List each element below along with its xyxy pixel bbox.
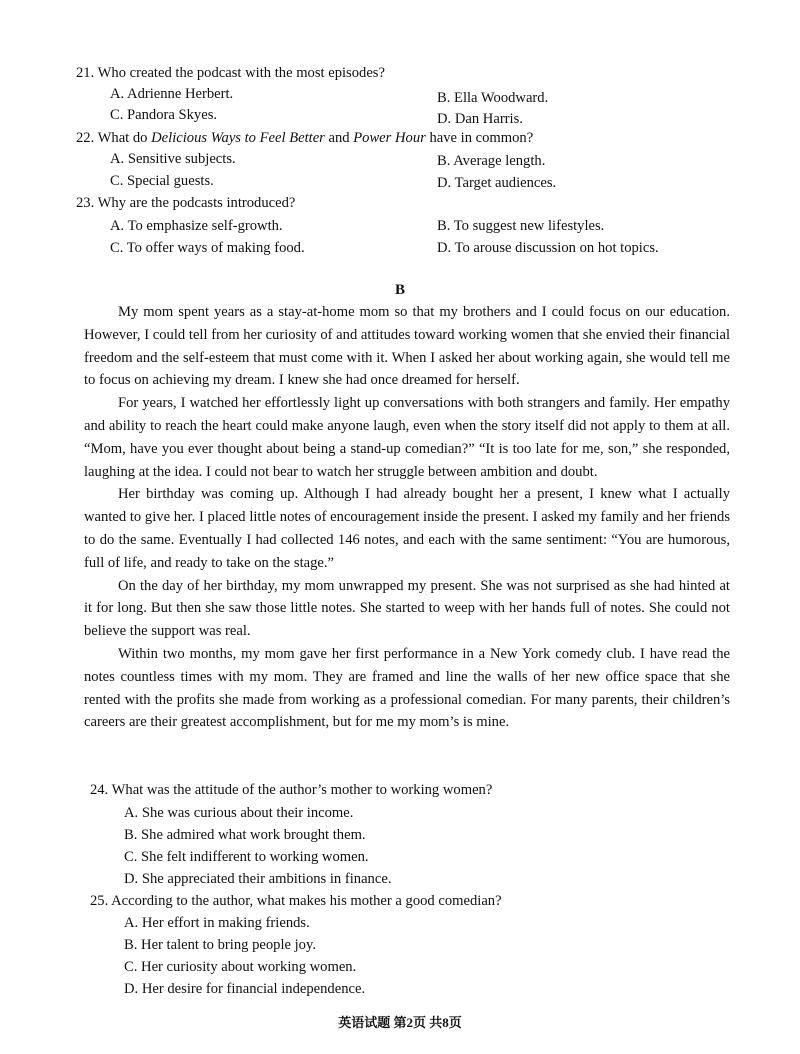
question-22-option-c: C. Special guests. — [110, 173, 214, 189]
question-24-option-a: A. She was curious about their income. — [124, 805, 354, 821]
question-24-option-b: B. She admired what work brought them. — [124, 827, 366, 843]
question-24-option-c: C. She felt indifferent to working women. — [124, 849, 369, 865]
question-23-stem: 23. Why are the podcasts introduced? — [76, 195, 296, 211]
question-21-option-b: B. Ella Woodward. — [437, 90, 549, 106]
question-25-stem: 25. According to the author, what makes his mother a good comedian? — [90, 893, 502, 909]
question-22-stem-mid: and — [324, 130, 354, 146]
passage-paragraph: On the day of her birthday, my mom unwrapped my present. She was not surprised as she had hinted at it for long. But then she saw those little notes. She started to weep with her hands full of notes. She could not believe the support was real. — [84, 577, 730, 640]
passage-b-heading: B — [394, 282, 405, 298]
question-21-stem: 21. Who created the podcast with the most episodes? — [76, 65, 385, 81]
question-21-option-c: C. Pandora Skyes. — [110, 107, 218, 123]
question-22-stem-prefix: 22. What do — [76, 130, 152, 146]
question-24-option-d: D. She appreciated their ambitions in finance. — [124, 871, 392, 887]
passage-paragraph: My mom spent years as a stay-at-home mom so that my brothers and I could focus on our education. However, I could tell from her curiosity of and attitudes toward working women that she envied their financial freedom and the self-esteem that must come with it. When I asked her about working again, she would tell me to focus on achieving my dream. I knew she had once dreamed for herself. — [84, 304, 730, 389]
passage-b-body — [84, 301, 730, 734]
question-23-option-a: A. To emphasize self-growth. — [110, 218, 283, 234]
passage-paragraph: Within two months, my mom gave her first performance in a New York comedy club. I have read the notes countless times with my mom. They are framed and line the walls of her new office space that she rented with the profits she made from working as a professional comedian. For many parents, their children’s careers are their greatest accomplishment, but for me my mom’s is mine. — [84, 645, 730, 731]
page-footer: 英语试题 第2页 共8页 — [338, 1015, 462, 1030]
question-23-option-b: B. To suggest new lifestyles. — [437, 218, 605, 234]
question-23-option-d: D. To arouse discussion on hot topics. — [437, 240, 659, 256]
passage-paragraph: For years, I watched her effortlessly light up conversations with both strangers and family. Her empathy and ability to reach the heart could make anyone laugh, even when the story itself did not apply to them at all. “Mom, have you ever thought about being a stand-up comedian?” “It is too late for me, son,” she responded, laughing at the idea. I could not bear to watch her struggle between ambition and doubt. — [84, 395, 730, 480]
question-25-option-a: A. Her effort in making friends. — [124, 915, 310, 931]
question-22-option-d: D. Target audiences. — [437, 175, 557, 191]
question-22-stem-suffix: have in common? — [425, 130, 534, 146]
question-25-option-b: B. Her talent to bring people joy. — [124, 937, 316, 953]
question-23-option-c: C. To offer ways of making food. — [110, 240, 305, 256]
question-24-stem: 24. What was the attitude of the author’s mother to working women? — [90, 782, 493, 798]
passage-paragraph: Her birthday was coming up. Although I had already bought her a present, I knew what I actually wanted to give her. I placed little notes of encouragement inside the present. I asked my family and her friends to do the same. Eventually I had collected 146 notes, and each with the same sentiment: “You are humorous, full of life, and ready to take on the stage.” — [84, 486, 730, 571]
podcast-title-delicious-ways: Delicious Ways to Feel Better — [151, 130, 325, 146]
question-25-option-d: D. Her desire for financial independence. — [124, 981, 366, 997]
podcast-title-power-hour: Power Hour — [353, 130, 426, 146]
question-21-option-a: A. Adrienne Herbert. — [110, 86, 234, 102]
question-22-option-a: A. Sensitive subjects. — [110, 151, 236, 167]
question-22-option-b: B. Average length. — [437, 153, 546, 169]
question-25-option-c: C. Her curiosity about working women. — [124, 959, 357, 975]
question-22-stem — [76, 127, 533, 149]
question-21-option-d: D. Dan Harris. — [437, 111, 523, 127]
